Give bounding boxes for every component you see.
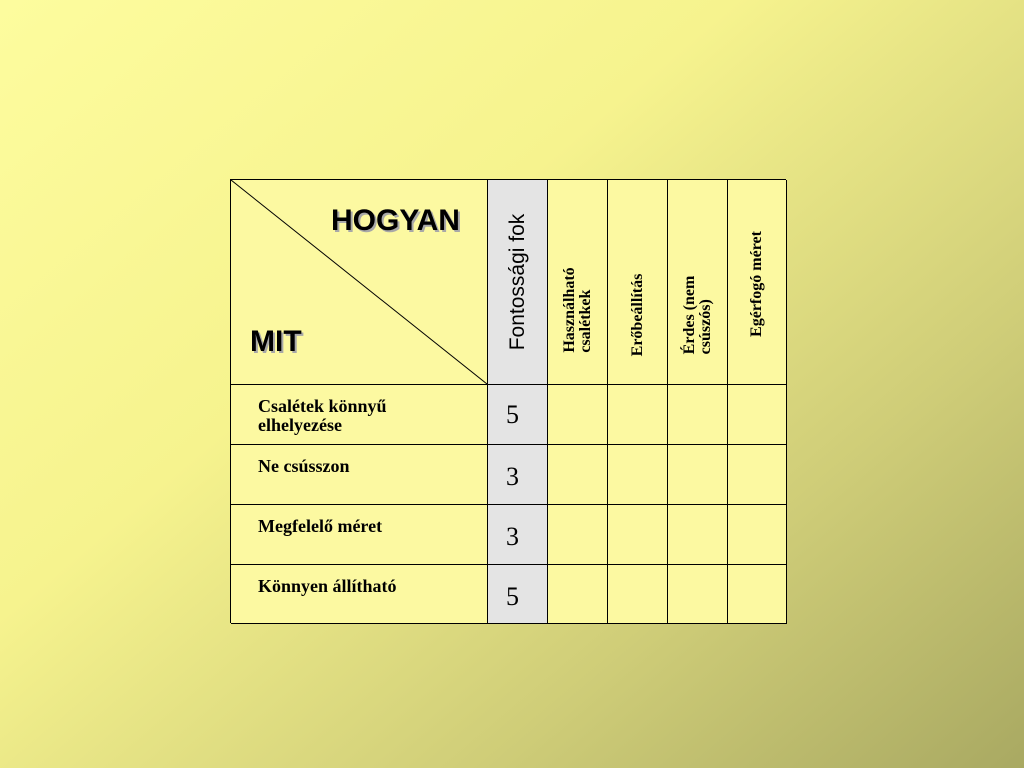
relationship-cell[interactable] bbox=[548, 505, 608, 565]
column-header-cell bbox=[728, 180, 787, 385]
column-header-line: Használható bbox=[560, 267, 578, 353]
relationship-cell[interactable] bbox=[608, 385, 668, 445]
relationship-cell[interactable] bbox=[728, 385, 787, 445]
importance-value: 5 bbox=[506, 582, 519, 611]
relationship-cell[interactable] bbox=[668, 445, 728, 505]
row-label-cell bbox=[231, 565, 488, 624]
column-header-line: Egérfogó méret bbox=[748, 231, 765, 337]
column-header-line: Érdes (nem bbox=[680, 275, 698, 355]
relationship-cell[interactable] bbox=[548, 565, 608, 624]
relationship-cell[interactable] bbox=[668, 505, 728, 565]
relationship-cell[interactable] bbox=[548, 385, 608, 445]
row-label-cell bbox=[231, 385, 488, 445]
importance-cell bbox=[488, 445, 548, 505]
corner-header-cell bbox=[231, 180, 488, 385]
column-header bbox=[749, 231, 765, 337]
row-label-line: Ne csússzon bbox=[258, 456, 350, 476]
mit-label: MIT bbox=[250, 325, 302, 358]
relationship-cell[interactable] bbox=[728, 445, 787, 505]
row-label bbox=[258, 577, 478, 596]
relationship-cell[interactable] bbox=[728, 565, 787, 624]
row-label-line: Könnyen állítható bbox=[258, 576, 397, 596]
row-label-line: elhelyezése bbox=[258, 415, 342, 435]
importance-cell bbox=[488, 385, 548, 445]
importance-header-cell bbox=[488, 180, 548, 385]
house-of-quality-matrix bbox=[230, 179, 786, 623]
column-header-line: Erőbeállítás bbox=[628, 273, 646, 357]
row-label bbox=[258, 517, 478, 536]
column-header bbox=[630, 274, 646, 357]
column-header-cell bbox=[608, 180, 668, 385]
importance-header: Fontossági fok bbox=[505, 213, 529, 351]
relationship-cell[interactable] bbox=[668, 385, 728, 445]
relationship-cell[interactable] bbox=[608, 445, 668, 505]
hogyan-label: HOGYAN bbox=[331, 204, 460, 237]
row-label-line: Megfelelő méret bbox=[258, 516, 383, 536]
row-label bbox=[258, 457, 478, 476]
row-label-line: Csalétek könnyű bbox=[258, 396, 387, 416]
row-label bbox=[258, 397, 478, 435]
column-header bbox=[682, 276, 714, 355]
importance-value: 3 bbox=[506, 462, 519, 491]
relationship-cell[interactable] bbox=[608, 505, 668, 565]
importance-value: 3 bbox=[506, 522, 519, 551]
importance-value: 5 bbox=[506, 400, 519, 429]
importance-cell bbox=[488, 505, 548, 565]
column-header-cell bbox=[668, 180, 728, 385]
relationship-cell[interactable] bbox=[728, 505, 787, 565]
relationship-cell[interactable] bbox=[548, 445, 608, 505]
row-label-cell bbox=[231, 505, 488, 565]
column-header-line: csalétkek bbox=[576, 289, 594, 353]
row-label-cell bbox=[231, 445, 488, 505]
relationship-cell[interactable] bbox=[608, 565, 668, 624]
importance-cell bbox=[488, 565, 548, 624]
column-header bbox=[562, 267, 594, 352]
relationship-cell[interactable] bbox=[668, 565, 728, 624]
column-header-cell bbox=[548, 180, 608, 385]
column-header-line: csúszós) bbox=[696, 299, 714, 355]
